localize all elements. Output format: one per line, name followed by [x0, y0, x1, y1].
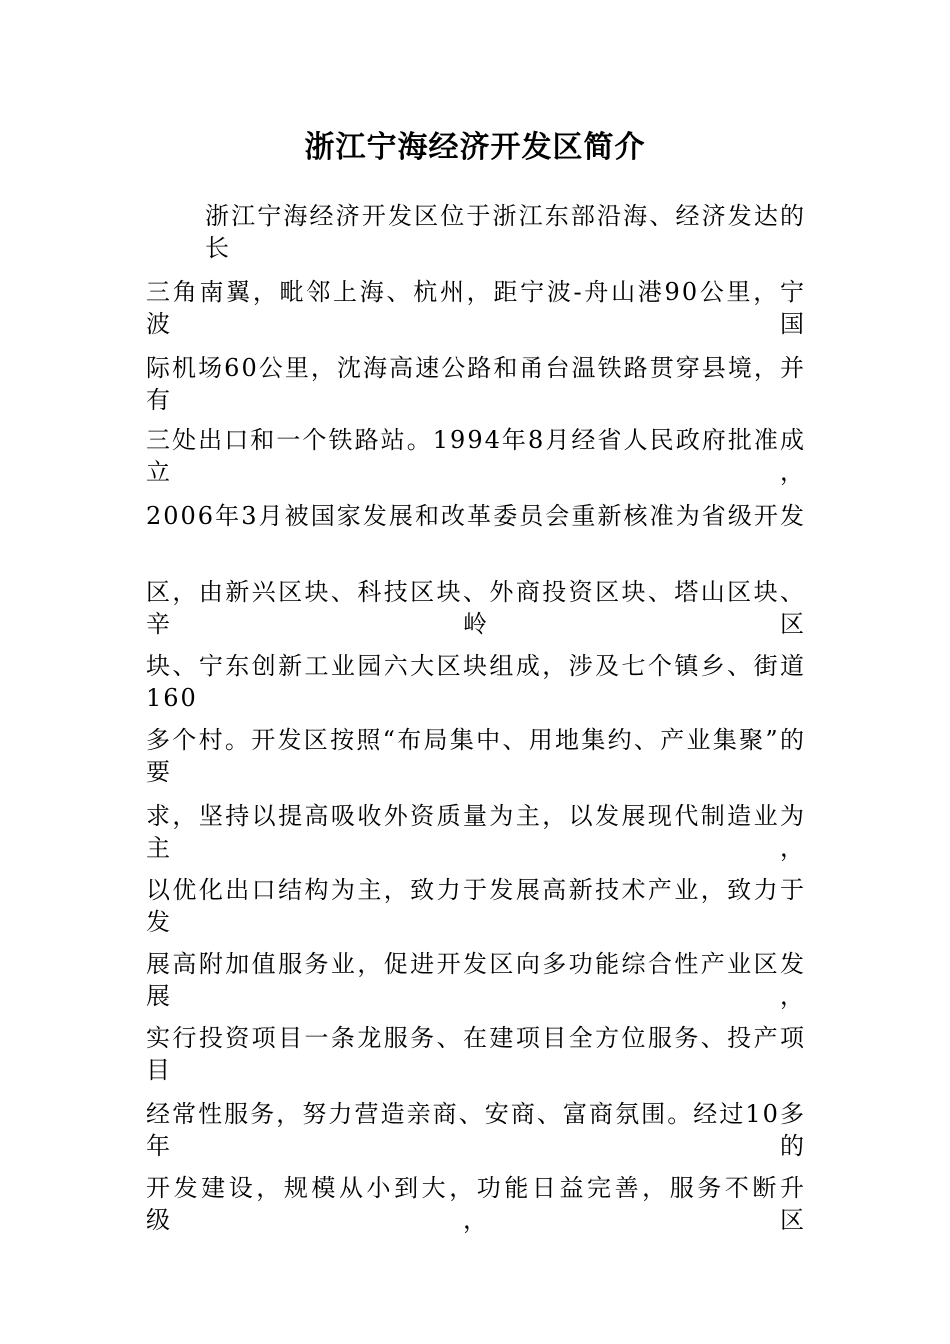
paragraph-line-4: 三处出口和一个铁路站。1994年8月经省人民政府批准成立，	[146, 426, 806, 486]
paragraph-line-5: 2006年3月被国家发展和改革委员会重新核准为省级开发	[146, 502, 806, 530]
paragraph-line-13: 经常性服务，努力营造亲商、安商、富商氛围。经过10多年的	[146, 1100, 806, 1160]
paragraph-line-1: 浙江宁海经济开发区位于浙江东部沿海、经济发达的长	[205, 202, 806, 262]
paragraph-line-11: 展高附加值服务业，促进开发区向多功能综合性产业区发展，	[146, 950, 806, 1010]
paragraph-line-10: 以优化出口结构为主，致力于发展高新技术产业，致力于发	[146, 876, 806, 936]
paragraph-line-14: 开发建设，规模从小到大，功能日益完善，服务不断升级，区	[146, 1174, 806, 1234]
paragraph-line-8: 多个村。开发区按照“布局集中、用地集约、产业集聚”的要	[146, 726, 806, 786]
paragraph-line-9: 求，坚持以提高吸收外资质量为主，以发展现代制造业为主，	[146, 802, 806, 862]
paragraph-line-3: 际机场60公里，沈海高速公路和甬台温铁路贯穿县境，并有	[146, 354, 806, 414]
paragraph-line-6: 区，由新兴区块、科技区块、外商投资区块、塔山区块、辛岭区	[146, 578, 806, 638]
paragraph-line-2: 三角南翼，毗邻上海、杭州，距宁波-舟山港90公里，宁波国	[146, 278, 806, 338]
paragraph-line-7: 块、宁东创新工业园六大区块组成，涉及七个镇乡、街道160	[146, 652, 806, 712]
paragraph-line-12: 实行投资项目一条龙服务、在建项目全方位服务、投产项目	[146, 1024, 806, 1084]
document-title: 浙江宁海经济开发区简介	[304, 130, 646, 165]
